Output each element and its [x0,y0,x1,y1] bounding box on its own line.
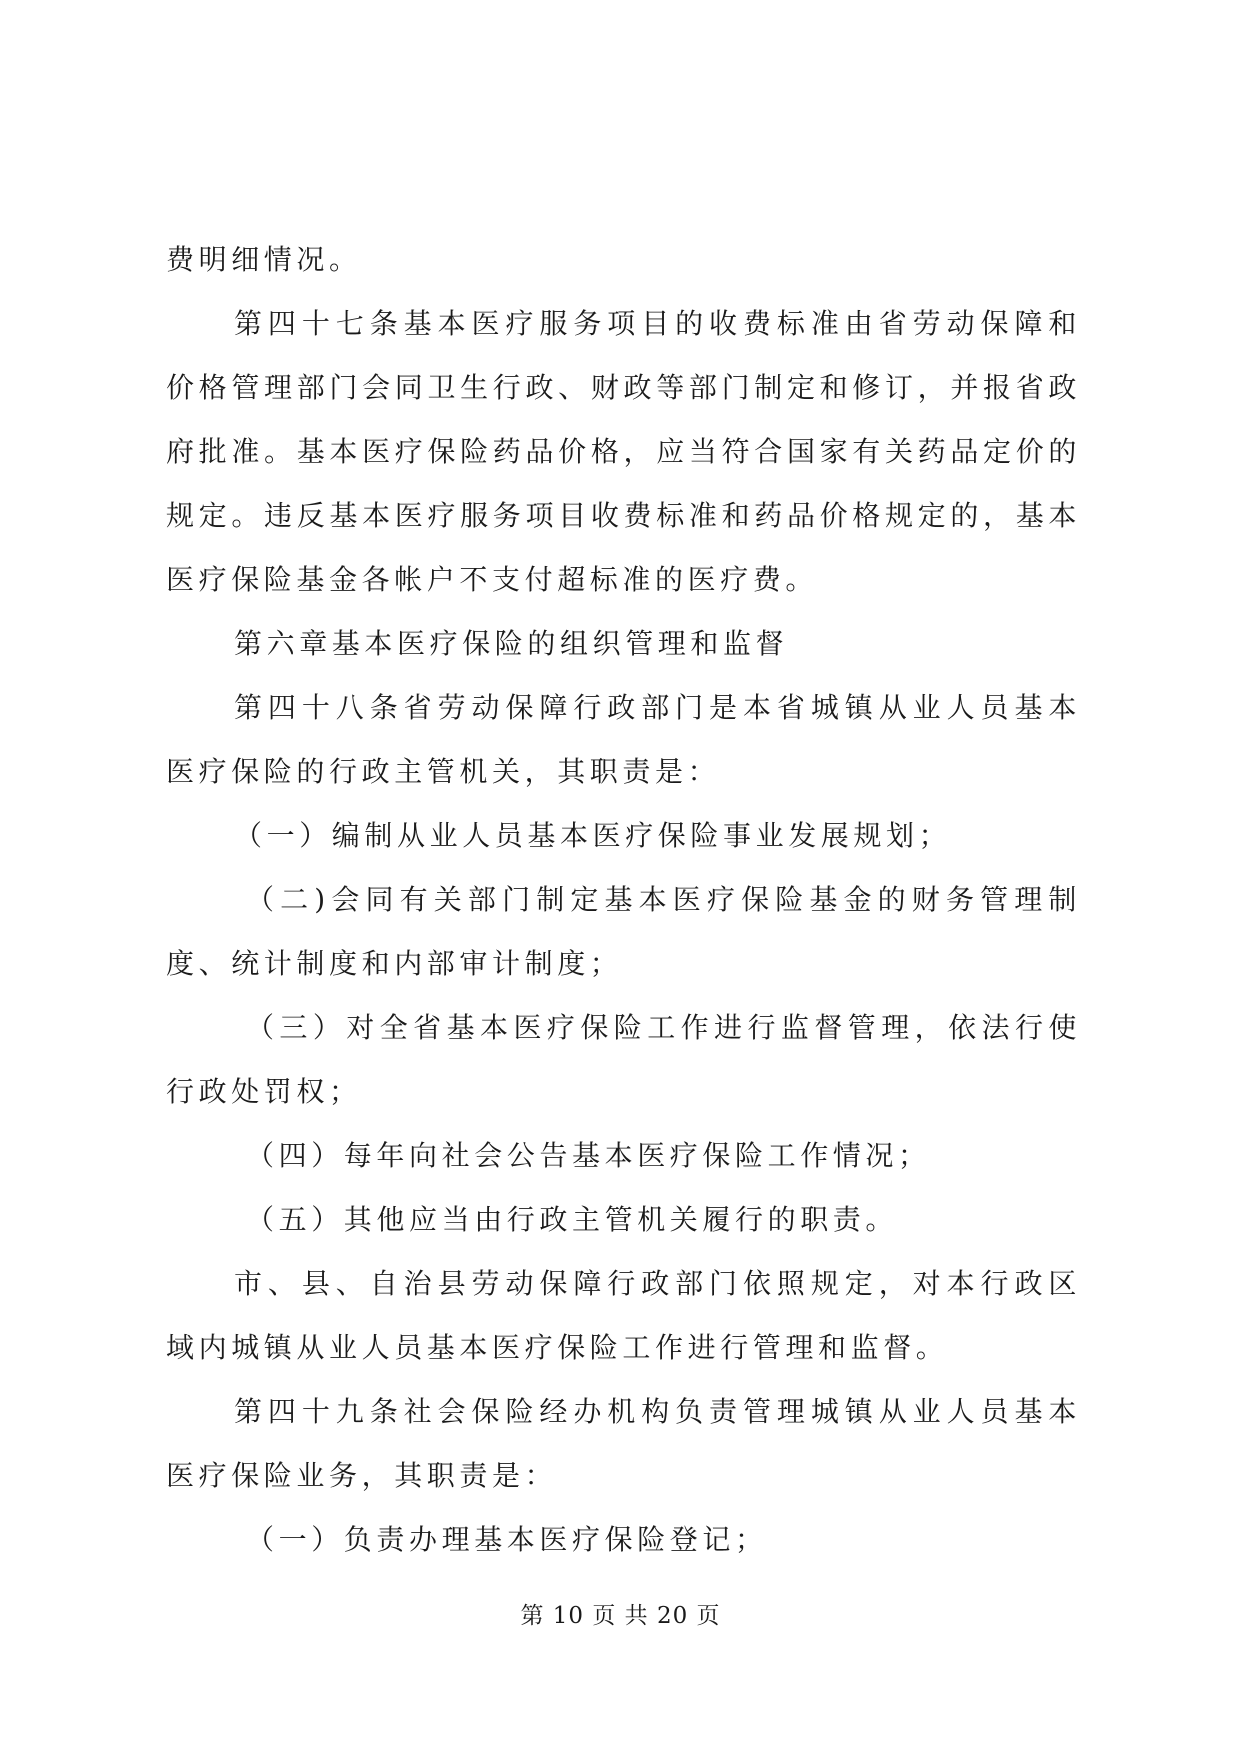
chapter-heading: 第六章基本医疗保险的组织管理和监督 [234,627,789,660]
page-number-footer: 第 10 页 共 20 页 [520,1603,721,1629]
paragraph-article-48: 第四十八条省劳动保障行政部门是本省城镇从业人员基本医疗保险的行政主管机关，其职责是： [166,691,1081,788]
paragraph-article-47: 第四十七条基本医疗服务项目的收费标准由省劳动保障和价格管理部门会同卫生行政、财政等部门制定和修订，并报省政府批准。基本医疗保险药品价格，应当符合国家有关药品定价的规定。违反基本医疗服务项目收费标准和药品价格规定的，基本医疗保险基金各帐户不支付超标准的医疗费。 [166,307,1081,596]
paragraph-article-49: 第四十九条社会保险经办机构负责管理城镇从业人员基本医疗保险业务，其职责是： [166,1395,1081,1492]
list-item-6: （一）负责办理基本医疗保险登记； [246,1523,768,1556]
paragraph-continuation: 费明细情况。 [166,243,362,276]
list-item-5: （五）其他应当由行政主管机关履行的职责。 [246,1203,899,1236]
list-item-1: （一）编制从业人员基本医疗保险事业发展规划； [234,819,952,852]
list-item-4: （四）每年向社会公告基本医疗保险工作情况； [246,1139,931,1172]
list-item-3: （三）对全省基本医疗保险工作进行监督管理，依法行使行政处罚权； [166,1011,1081,1108]
document-body [166,228,1081,1572]
paragraph-local-authorities: 市、县、自治县劳动保障行政部门依照规定，对本行政区域内城镇从业人员基本医疗保险工作进行管理和监督。 [166,1267,1081,1364]
list-item-2: （二)会同有关部门制定基本医疗保险基金的财务管理制度、统计制度和内部审计制度； [166,883,1081,980]
